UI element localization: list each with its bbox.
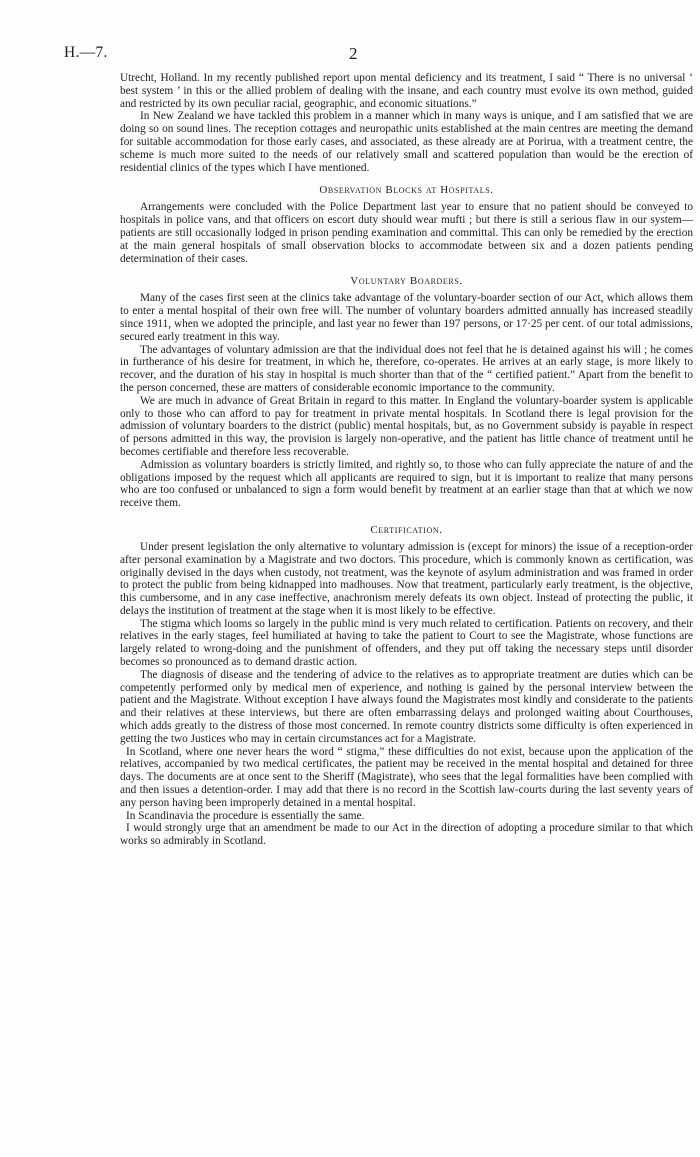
section-heading-observation-blocks: Observation Blocks at Hospitals. [319, 184, 494, 197]
paragraph: Many of the cases first seen at the clinics take advantage of the voluntary-boarder section of our Act, which allows them to enter a mental hospital of their own free will. The number of voluntary boarders admitted annually has increased steadily since 1911, when we adopted the principle, and last year no fewer than 197 persons, or 17·25 per cent. of our total admissions, secured early treatment in this way. [120, 292, 693, 343]
paragraph: Utrecht, Holland. In my recently published report upon mental deficiency and its treatment, I said “ There is no universal ‘ best system ’ in this or the allied problem of dealing with the insane, and each country must evolve its own method, guided and restricted by its own peculiar racial, geographic, and economic situations.” [120, 72, 693, 110]
paragraph: Under present legislation the only alternative to voluntary admission is (except for minors) the issue of a reception-order after personal examination by a Magistrate and two doctors. This procedure, which is commonly known as certification, was originally devised in the days when custody, not treatment, was the keynote of asylum administration and was framed in order to protect the public from being kidnapped into madhouses. Now that treatment, particularly early treatment, is the objective, this cumbersome, and in any case ineffective, anachronism merely defeats its own object. Instead of protecting the public, it delays the institution of treatment at the stage when it is most likely to be effective. [120, 540, 693, 617]
paragraph: Admission as voluntary boarders is strictly limited, and rightly so, to those who can fully appreciate the nature of and the obligations imposed by the request which all applicants are required to sign, but it is important to realize that many persons who are too confused or unbalanced to sign a form would benefit by treatment at an earlier stage than that at which we now receive them. [120, 458, 693, 510]
paragraph: In Scotland, where one never hears the word “ stigma,” these difficulties do not exist, because upon the application of the relatives, accompanied by two medical certificates, the patient may be received in the mental hospital and detained for three days. The documents are at once sent to the Sheriff (Magistrate), who sees that the legal formalities have been complied with and then issues a detention-order. I may add that there is no record in the Scottish law-courts during the last seventy years of any person having been improperly detained in a mental hospital. [120, 745, 693, 809]
paragraph: The advantages of voluntary admission are that the individual does not feel that he is detained against his will ; he comes in furtherance of his desire for treatment, in which he, therefore, co-operates. He arrives at an early stage, is more likely to recover, and the duration of his stay in hospital is much shorter than that of the “ certified patient.” Apart from the benefit to the person concerned, these are matters of considerable economic importance to the community. [120, 343, 693, 394]
page-header [64, 44, 648, 64]
page-number: 2 [349, 44, 358, 63]
document-body [120, 72, 693, 848]
section-heading-certification: Certification. [370, 523, 443, 536]
paragraph: The diagnosis of disease and the tendering of advice to the relatives as to appropriate treatment are duties which can be competently performed only by medical men of experience, and nothing is gained by the personal interview between the patient and the Magistrate. Without exception I have always found the Magistrates most kindly and considerate to the patients and their relatives at these interviews, but there are often embarrassing delays and prolonged waiting about Courthouses, which adds greatly to the distress of those most concerned. In remote country districts some difficulty is often experienced in getting the two Justices who may in certain circumstances act for a Magistrate. [120, 668, 693, 745]
document-id: H.—7. [64, 44, 108, 61]
paragraph: I would strongly urge that an amendment be made to our Act in the direction of adopting a procedure similar to that which works so admirably in Scotland. [120, 822, 693, 848]
paragraph: In New Zealand we have tackled this problem in a manner which in many ways is unique, and I am satisfied that we are doing so on sound lines. The reception cottages and neuropathic units established at the main centres are meeting the demand for suitable accommodation for those early cases, and associated, as these already are at Porirua, with a treatment centre, the scheme is much more suited to the needs of our relatively small and scattered population than would be the erection of residential clinics of the types which I have mentioned. [120, 110, 693, 174]
paragraph: Arrangements were concluded with the Police Department last year to ensure that no patient should be conveyed to hospitals in police vans, and that officers on escort duty should wear mufti ; but there is still a serious flaw in our system—patients are still occasionally lodged in prison pending examination and committal. This can only be remedied by the erection at the main general hospitals of small observation blocks to accommodate between six and a dozen patients pending determination of their cases. [120, 201, 693, 265]
paragraph: In Scandinavia the procedure is essentially the same. [126, 809, 365, 822]
section-heading-voluntary-boarders: Voluntary Boarders. [350, 275, 463, 288]
paragraph: The stigma which looms so largely in the public mind is very much related to certification. Patients on recovery, and their relatives in the early stages, feel humiliated at having to take the patient to Court to see the Magistrate, whose functions are largely related to wrong-doing and the punishment of offenders, and they put off taking the necessary steps until disorder becomes so pronounced as to demand drastic action. [120, 617, 693, 669]
paragraph: We are much in advance of Great Britain in regard to this matter. In England the voluntary-boarder system is applicable only to those who can afford to pay for treatment in private mental hospitals. In Scotland there is legal provision for the admission of voluntary boarders to the district (public) mental hospitals, but, as no Government subsidy is payable in respect of persons admitted in this way, the provision is largely non-operative, and the patient has little chance of treatment until he becomes certifiable and therefore less recoverable. [120, 394, 693, 458]
